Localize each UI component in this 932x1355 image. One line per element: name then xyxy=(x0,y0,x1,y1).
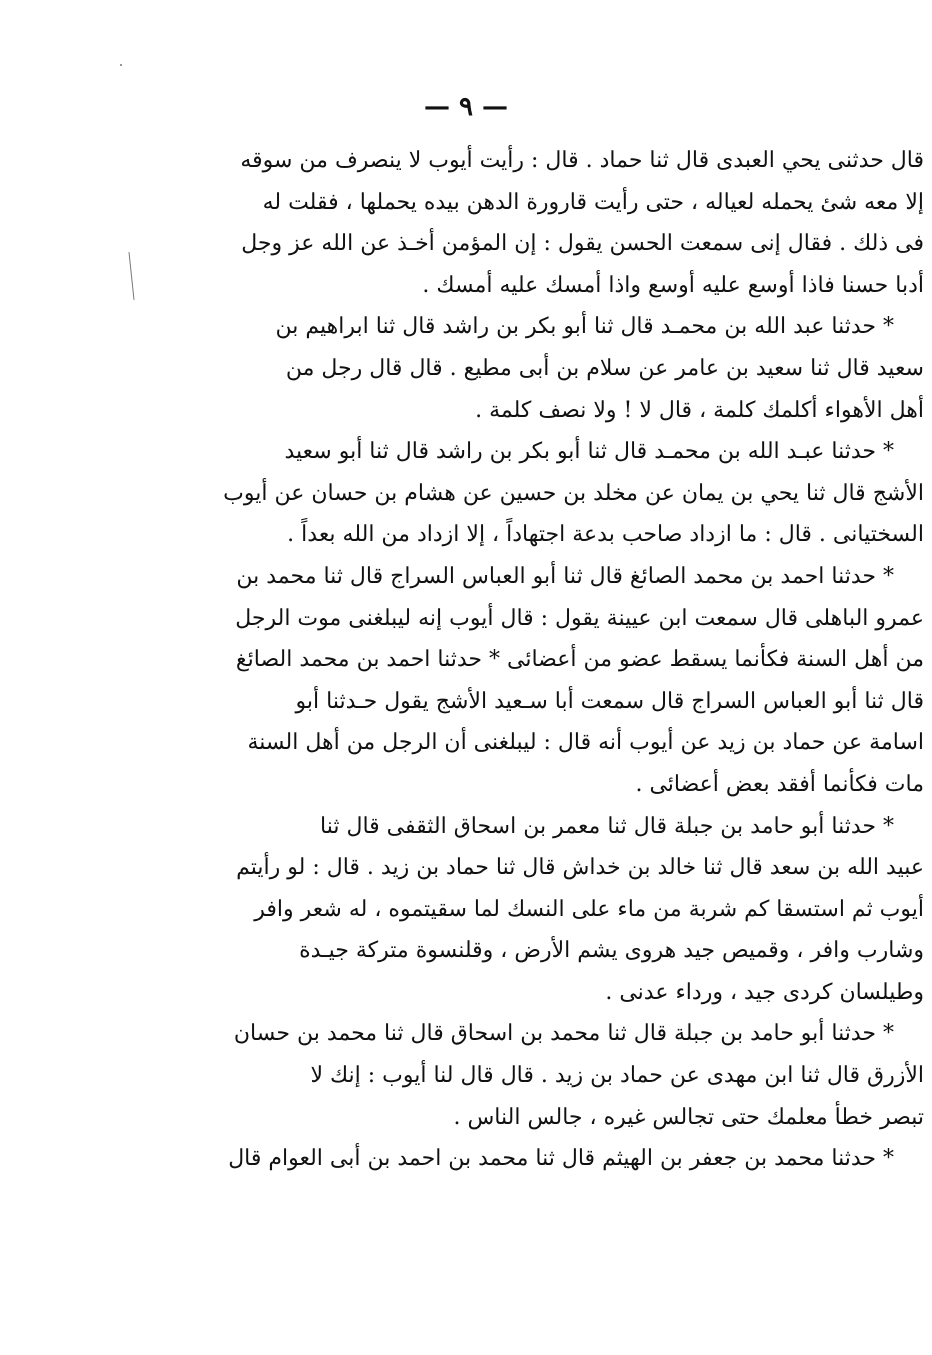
page-number: — ٩ — xyxy=(423,92,509,122)
text-line: * حدثنا محمد بن جعفر بن الهيثم قال ثنا محمد بن احمد بن أبى العوام قال xyxy=(228,1146,894,1172)
scan-margin-line xyxy=(128,252,134,300)
text-line: فى ذلك . فقال إنى سمعت الحسن يقول : إن المؤمن أخـذ عن الله عز وجل xyxy=(241,231,924,257)
scan-speck xyxy=(120,64,122,66)
text-line: قال ثنا أبو العباس السراج قال سمعت أبا سـعيد الأشج يقول حـدثنا أبو xyxy=(295,688,924,714)
text-line: مات فكأنما أفقد بعض أعضائى . xyxy=(635,771,924,797)
text-line: الأزرق قال ثنا ابن مهدى عن حماد بن زيد . قال قال لنا أيوب : إنك لا xyxy=(310,1063,924,1089)
text-line: السختيانى . قال : ما ازداد صاحب بدعة اجتهاداً ، إلا ازداد من الله بعداً . xyxy=(287,522,924,548)
text-line: عمرو الباهلى قال سمعت ابن عيينة يقول : قال أيوب إنه ليبلغنى موت الرجل xyxy=(235,605,924,631)
text-line: عبيد الله بن سعد قال ثنا خالد بن خداش قال ثنا حماد بن زيد . قال : لو رأيتم xyxy=(236,855,924,881)
text-line: تبصر خطأ معلمك حتى تجالس غيره ، جالس الناس . xyxy=(453,1104,924,1130)
text-line: * حدثنا عبد الله بن محمـد قال ثنا أبو بكر بن راشد قال ثنا ابراهيم بن xyxy=(275,314,894,340)
text-line: * حدثنا أبو حامد بن جبلة قال ثنا محمد بن اسحاق قال ثنا محمد بن حسان xyxy=(233,1021,894,1047)
text-line: * حدثنا احمد بن محمد الصائغ قال ثنا أبو العباس السراج قال ثنا محمد بن xyxy=(236,563,894,589)
text-line: سعيد قال ثنا سعيد بن عامر عن سلام بن أبى مطيع . قال قال رجل من xyxy=(285,355,924,381)
text-line: اسامة عن حماد بن زيد عن أيوب أنه قال : ليبلغنى أن الرجل من أهل السنة xyxy=(247,730,924,756)
text-line: * حدثنا أبو حامد بن جبلة قال ثنا معمر بن اسحاق الثقفى قال ثنا xyxy=(320,813,894,839)
text-line: أيوب ثم استسقا كم شربة من ماء على النسك لما سقيتموه ، له شعر وافر xyxy=(254,896,924,922)
text-line: من أهل السنة فكأنما يسقط عضو من أعضائى * حدثنا احمد بن محمد الصائغ xyxy=(235,647,924,673)
text-line: أهل الأهواء أكلمك كلمة ، قال لا ! ولا نصف كلمة . xyxy=(475,397,924,423)
text-line: وطيلسان كردى جيد ، ورداء عدنى . xyxy=(605,979,924,1005)
body-text xyxy=(178,140,924,1180)
text-line: قال حدثنى يحي العبدى قال ثنا حماد . قال : رأيت أيوب لا ينصرف من سوقه xyxy=(240,148,924,173)
text-line: إلا معه شئ يحمله لعياله ، حتى رأيت قارورة الدهن بيده يحملها ، فقلت له xyxy=(262,189,924,215)
text-line: * حدثنا عبـد الله بن محمـد قال ثنا أبو بكر بن راشد قال ثنا أبو سعيد xyxy=(284,439,894,465)
text-line: الأشج قال ثنا يحي بن يمان عن مخلد بن حسين عن هشام بن حسان عن أيوب xyxy=(223,480,924,506)
text-line: وشارب وافر ، وقميص جيد هروى يشم الأرض ، وقلنسوة متركة جيـدة xyxy=(299,938,924,964)
text-line: أدبا حسنا فاذا أوسع عليه أوسع واذا أمسك عليه أمسك . xyxy=(422,272,924,298)
